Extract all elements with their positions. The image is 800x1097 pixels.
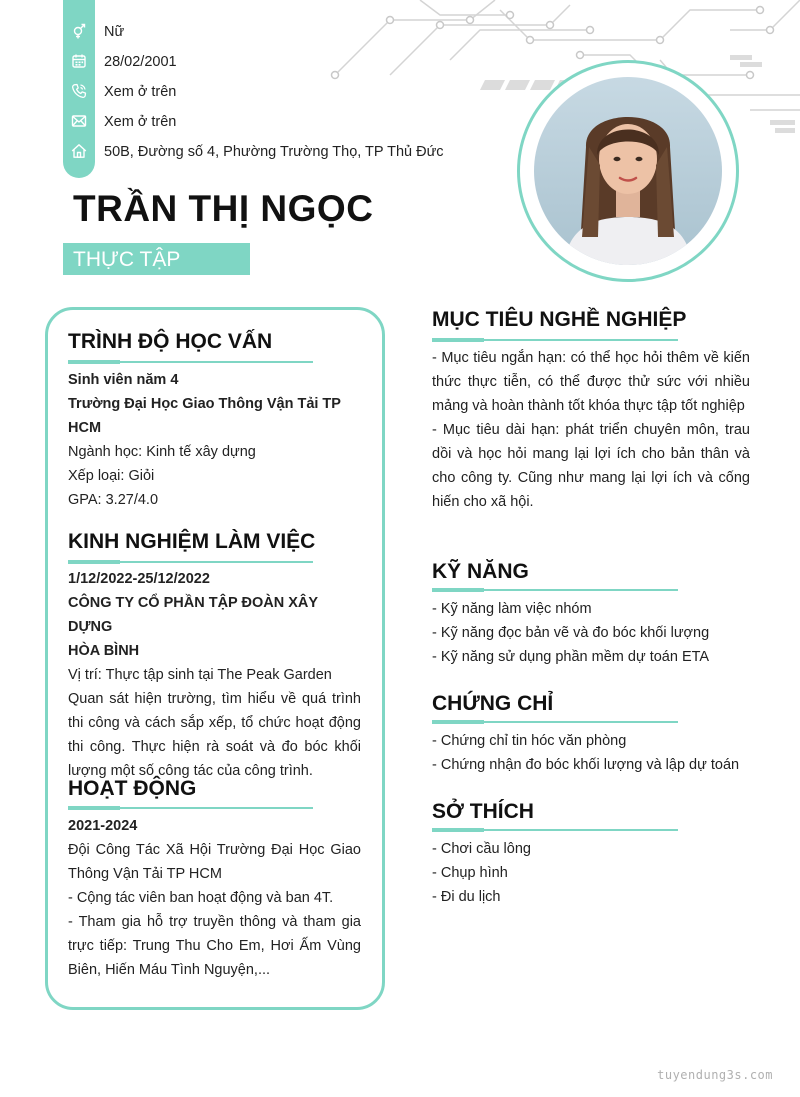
activities-period: 2021-2024	[68, 818, 138, 834]
hobby-item: - Đi du lịch	[432, 889, 501, 905]
objective-title: MỤC TIÊU NGHỀ NGHIỆP	[432, 308, 687, 331]
skill-item: - Kỹ năng sử dụng phần mềm dự toán ETA	[432, 649, 710, 665]
gender-value: Nữ	[104, 24, 125, 40]
phone-icon	[71, 83, 87, 99]
skills-section	[432, 597, 750, 669]
hobby-item: - Chơi cầu lông	[432, 841, 531, 857]
hobbies-title: SỞ THÍCH	[432, 800, 534, 823]
experience-title: KINH NGHIỆM LÀM VIỆC	[68, 530, 316, 553]
skill-item: - Kỹ năng làm việc nhóm	[432, 601, 592, 617]
watermark: tuyendung3s.com	[657, 1068, 773, 1082]
home-icon	[71, 143, 87, 159]
address-value: 50B, Đường số 4, Phường Trường Thọ, TP Thủ Đức	[104, 144, 444, 160]
activities-title: HOẠT ĐỘNG	[68, 777, 197, 800]
experience-company-line2: HÒA BÌNH	[68, 643, 140, 659]
experience-underline	[68, 561, 313, 563]
certificate-item: - Chứng nhận đo bóc khối lượng và lập dự toán	[432, 757, 740, 773]
education-gpa: GPA: 3.27/4.0	[68, 492, 159, 508]
experience-company-line1: CÔNG TY CỔ PHẦN TẬP ĐOÀN XÂY DỰNG	[68, 595, 318, 635]
contact-bar	[63, 0, 95, 178]
education-title: TRÌNH ĐỘ HỌC VẤN	[68, 330, 273, 353]
objective-underline	[432, 339, 678, 341]
certificates-section	[432, 729, 750, 777]
certificates-title: CHỨNG CHỈ	[432, 692, 554, 715]
experience-position: Vị trí: Thực tập sinh tại The Peak Garden	[68, 667, 332, 683]
phone-value: Xem ở trên	[104, 84, 177, 100]
gender-icon	[71, 23, 87, 39]
certificate-item: - Chứng chỉ tin hóc văn phòng	[432, 733, 627, 749]
certificates-underline	[432, 721, 678, 723]
experience-period: 1/12/2022-25/12/2022	[68, 571, 210, 587]
activities-section	[68, 814, 361, 982]
skills-title: KỸ NĂNG	[432, 560, 529, 583]
experience-description: Quan sát hiện trường, tìm hiểu về quá trình thi công và cách sắp xếp, tổ chức hoạt động thi công. Thực hiện rà soát và đo bóc khối lượng một số công tác của công trình.	[68, 691, 361, 779]
education-year: Sinh viên năm 4	[68, 372, 179, 388]
education-rank: Xếp loại: Giỏi	[68, 468, 155, 484]
hobbies-underline	[432, 829, 678, 831]
job-title-banner	[63, 243, 250, 275]
activities-item-2: - Tham gia hỗ trợ truyền thông và tham gia trực tiếp: Trung Thu Cho Em, Hơi Ấm Vùng Biên, Hiến Máu Tình Nguyện,...	[68, 914, 361, 978]
education-underline	[68, 361, 313, 363]
activities-organization: Đội Công Tác Xã Hội Trường Đại Học Giao Thông Vận Tải TP HCM	[68, 842, 361, 882]
hobbies-section	[432, 837, 750, 909]
birthday-value: 28/02/2001	[104, 54, 177, 70]
objective-short-term: - Mục tiêu ngắn hạn: có thể học hỏi thêm về kiến thức thực tiễn, có thể được thử sức với nhiều mảng và hoàn thành tốt khóa thực tập tốt nghiệp	[432, 350, 750, 414]
education-school-line2: HCM	[68, 420, 102, 436]
candidate-name: TRẦN THỊ NGỌC	[73, 188, 374, 229]
calendar-icon	[71, 53, 87, 69]
profile-photo-frame	[517, 60, 739, 282]
hobby-item: - Chụp hình	[432, 865, 508, 881]
education-school-line1: Trường Đại Học Giao Thông Vận Tải TP	[68, 396, 341, 412]
activities-item-1: - Cộng tác viên ban hoạt động và ban 4T.	[68, 890, 334, 906]
email-icon	[71, 113, 87, 129]
skill-item: - Kỹ năng đọc bản vẽ và đo bóc khối lượng	[432, 625, 710, 641]
profile-photo	[534, 77, 722, 265]
education-section	[68, 368, 361, 512]
objective-section	[432, 346, 750, 514]
skills-underline	[432, 589, 678, 591]
email-value: Xem ở trên	[104, 114, 177, 130]
objective-long-term: - Mục tiêu dài hạn: phát triển chuyên môn, trau dồi và học hỏi mang lại lợi ích cho bản thân và cho công ty. Cũng như mang lại lợi ích và cống hiến cho xã hội.	[432, 422, 750, 510]
job-title: THỰC TẬP	[73, 248, 181, 271]
education-major: Ngành học: Kinh tế xây dựng	[68, 444, 256, 460]
activities-underline	[68, 807, 313, 809]
experience-section	[68, 567, 361, 783]
